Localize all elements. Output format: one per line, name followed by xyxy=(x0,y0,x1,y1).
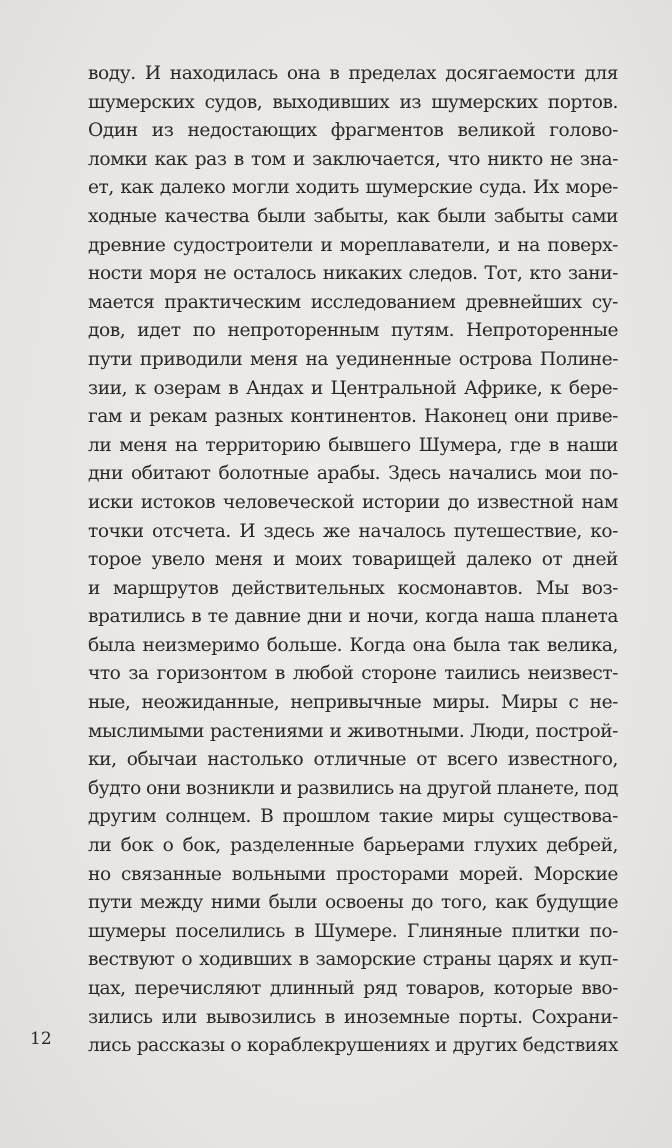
text-line: пути между ними были освоены до того, как будущие xyxy=(88,892,618,914)
text-line: Один из недостающих фрагментов великой головo- xyxy=(88,120,618,142)
text-line: ходные качества были забыты, как были забыты сами xyxy=(88,205,618,227)
text-line: торое увело меня и моих товарищей далеко от дней xyxy=(88,549,618,571)
text-line: шумерских судов, выходивших из шумерских портов. xyxy=(88,91,618,113)
text-line: была неизмеримо больше. Когда она была так велика, xyxy=(88,634,618,656)
text-line: вратились в те давние дни и ночи, когда наша планета xyxy=(88,606,618,628)
text-line: ности моря не осталось никаких следов. Тот, кто зани- xyxy=(88,263,618,285)
text-line: дни обитают болотные арабы. Здесь начались мои по- xyxy=(88,463,618,485)
text-line: ет, как далеко могли ходить шумерские суда. Их море- xyxy=(88,177,618,199)
text-line: будто они возникли и развились на другой планете, под xyxy=(88,777,618,799)
text-line: мыслимыми растениями и животными. Люди, построй- xyxy=(88,720,618,742)
text-line: ломки как раз в том и заключается, что никто не зна- xyxy=(88,148,618,170)
text-line: лись рассказы о кораблекрушениях и других бедствиях xyxy=(88,1035,618,1057)
text-line: мается практическим исследованием древнейших су- xyxy=(88,291,618,313)
text-line: ли меня на территорию бывшего Шумера, где в наши xyxy=(88,434,618,456)
text-line: шумеры поселились в Шумере. Глиняные плитки по- xyxy=(88,920,618,942)
body-text xyxy=(88,60,618,1061)
text-line: зии, к озерам в Андах и Центральной Африке, к бере- xyxy=(88,377,618,399)
text-line: иски истоков человеческой истории до известной нам xyxy=(88,491,618,513)
text-line: ные, неожиданные, непривычные миры. Миры с не- xyxy=(88,692,618,714)
text-line: гам и рекам разных континентов. Наконец они приве- xyxy=(88,406,618,428)
text-line: другим солнцем. В прошлом такие миры существова- xyxy=(88,806,618,828)
text-line: цах, перечисляют длинный ряд товаров, которые вво- xyxy=(88,978,618,999)
text-line: что за горизонтом в любой стороне таились неизвест- xyxy=(88,663,618,685)
text-line: ки, обычаи настолько отличные от всего известного, xyxy=(88,749,618,771)
page-number: 12 xyxy=(30,1029,52,1049)
text-line: воду. И находилась она в пределах досягаемости для xyxy=(88,63,618,84)
text-line: пути приводили меня на уединенные острова Полине- xyxy=(88,348,618,370)
text-line: но связанные вольными просторами морей. Морские xyxy=(88,863,618,885)
text-line: дов, идет по непроторенным путям. Непроторенные xyxy=(88,320,618,342)
text-line: и маршрутов действительных космонавтов. Мы воз- xyxy=(88,577,618,599)
text-line: вествуют о ходивших в заморские страны царях и куп- xyxy=(88,949,618,971)
text-line: ли бок о бок, разделенные барьерами глухих дебрей, xyxy=(88,835,618,857)
text-line: зились или вывозились в иноземные порты. Сохрани- xyxy=(88,1006,618,1028)
text-line: древние судостроители и мореплаватели, и на поверх- xyxy=(88,234,618,256)
text-line: точки отсчета. И здесь же началось путешествие, ко- xyxy=(88,520,618,542)
